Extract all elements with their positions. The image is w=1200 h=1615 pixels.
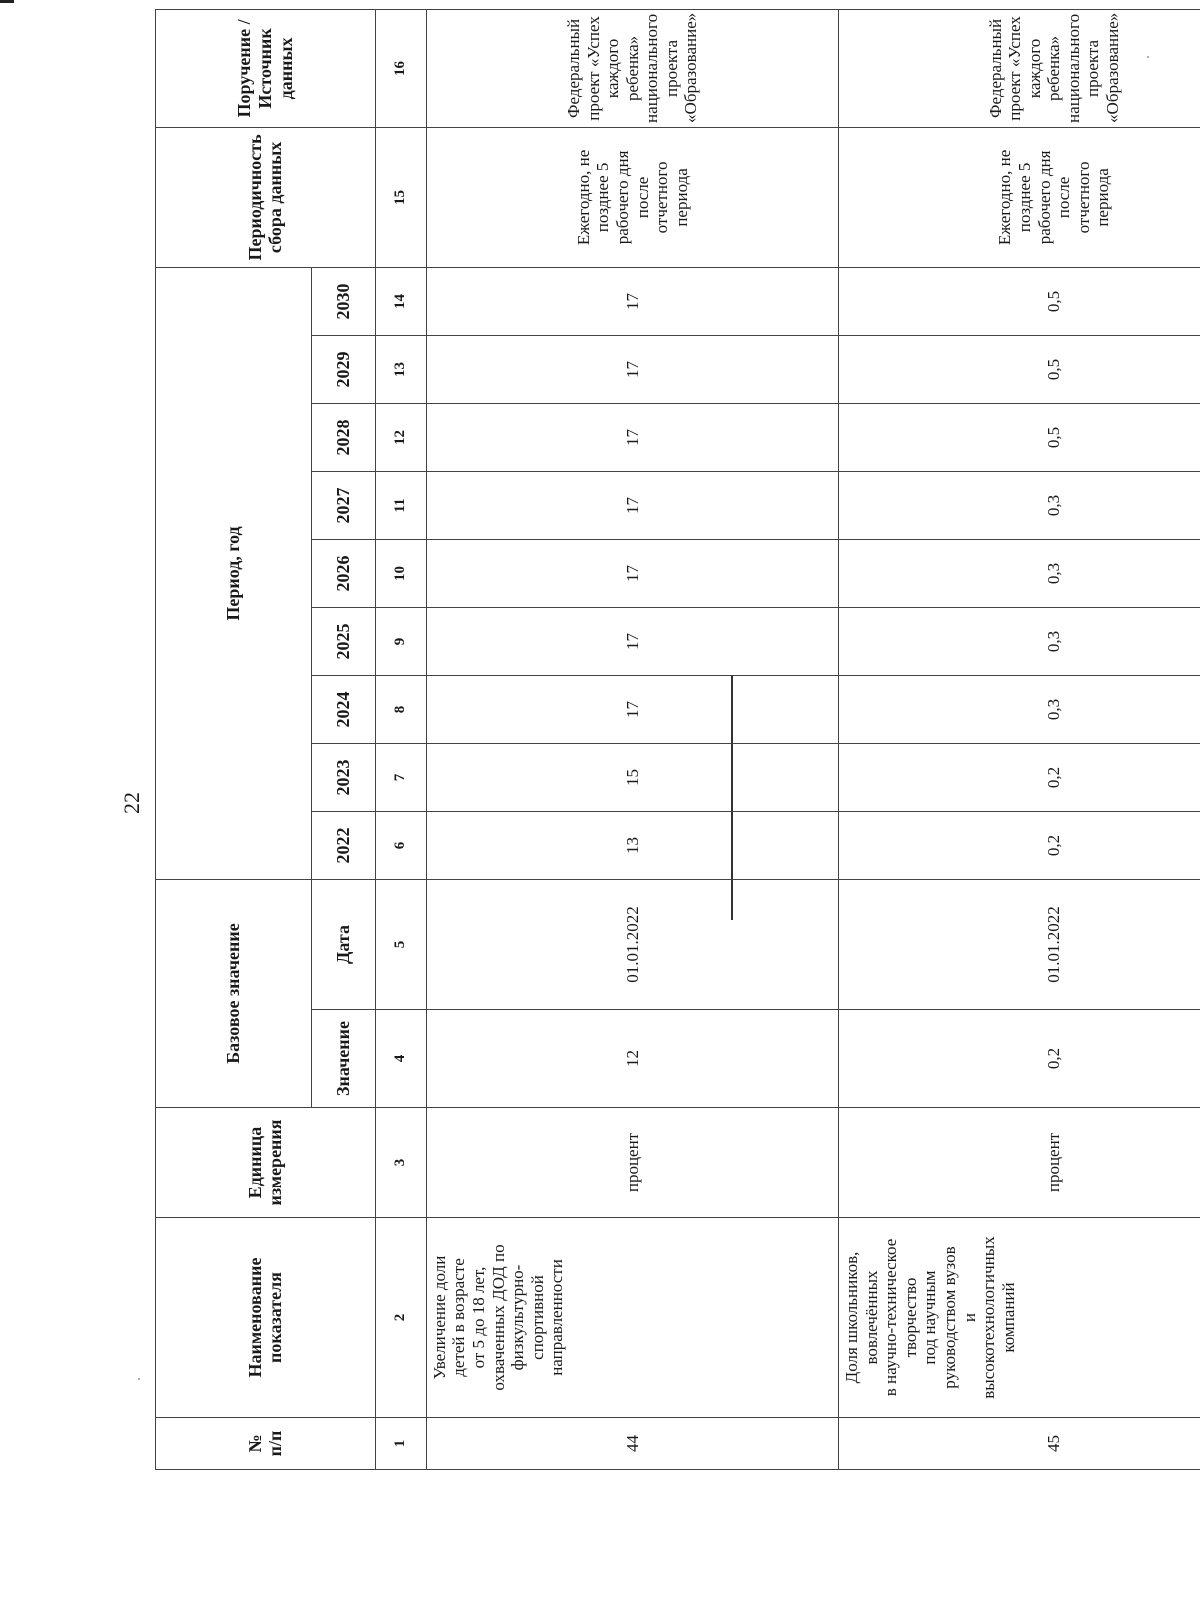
year-value-cell: 0,2 <box>839 812 1200 880</box>
header-year: 2024 <box>311 676 375 744</box>
source-cell: Федеральный проект «Успех каждого ребенка» национального проекта «Образование» <box>839 9 1200 127</box>
indicator-name: Увеличение доли детей в возрасте от 5 до 18 лет, охваченных ДОД по физкультурно- спортивной направленности <box>426 1218 838 1418</box>
column-number: 4 <box>375 1010 426 1108</box>
base-date-cell: 01.01.2022 <box>426 880 838 1010</box>
year-value-cell: 17 <box>426 540 838 608</box>
scan-speck <box>138 1378 140 1380</box>
year-value-cell: 17 <box>426 336 838 404</box>
year-value-cell: 0,3 <box>839 608 1200 676</box>
year-value-cell: 17 <box>426 676 838 744</box>
column-number: 6 <box>375 812 426 880</box>
column-number: 8 <box>375 676 426 744</box>
column-number: 14 <box>375 267 426 335</box>
year-value-cell: 13 <box>426 812 838 880</box>
column-number: 10 <box>375 540 426 608</box>
header-year: 2022 <box>311 812 375 880</box>
header-year: 2027 <box>311 472 375 540</box>
indicator-table-wrapper <box>155 12 1200 1470</box>
year-value-cell: 17 <box>426 608 838 676</box>
column-number: 5 <box>375 880 426 1010</box>
column-number: 2 <box>375 1218 426 1418</box>
column-number: 16 <box>375 9 426 127</box>
column-number: 7 <box>375 744 426 812</box>
year-value-cell: 0,2 <box>839 744 1200 812</box>
column-number: 1 <box>375 1418 426 1470</box>
column-number: 12 <box>375 404 426 472</box>
page-number: 22 <box>119 792 144 814</box>
header-no: № п/п <box>156 1418 376 1470</box>
header-unit: Единица измерения <box>156 1108 376 1218</box>
table-row <box>839 9 1200 1469</box>
year-value-cell: 17 <box>426 404 838 472</box>
corner-mark <box>0 0 14 3</box>
base-date-cell: 01.01.2022 <box>839 880 1200 1010</box>
column-number: 13 <box>375 336 426 404</box>
unit-cell: процент <box>839 1108 1200 1218</box>
base-value-cell: 0,2 <box>839 1010 1200 1108</box>
column-number: 3 <box>375 1108 426 1218</box>
column-number: 9 <box>375 608 426 676</box>
header-name: Наименование показателя <box>156 1218 376 1418</box>
header-base-date: Дата <box>311 880 375 1010</box>
year-value-cell: 17 <box>426 472 838 540</box>
header-year: 2028 <box>311 404 375 472</box>
header-base-value: Значение <box>311 1010 375 1108</box>
header-year: 2029 <box>311 336 375 404</box>
header-row-1 <box>156 9 312 1469</box>
column-number: 15 <box>375 127 426 267</box>
year-value-cell: 0,3 <box>839 676 1200 744</box>
year-value-cell: 0,5 <box>839 404 1200 472</box>
header-year: 2025 <box>311 608 375 676</box>
year-value-cell: 0,5 <box>839 336 1200 404</box>
header-period: Период, год <box>156 267 312 879</box>
column-number: 11 <box>375 472 426 540</box>
periodicity-cell: Ежегодно, не позднее 5 рабочего дня после отчетного периода <box>426 127 838 267</box>
year-value-cell: 0,3 <box>839 472 1200 540</box>
source-cell: Федеральный проект «Успех каждого ребенка» национального проекта «Образование» <box>426 9 838 127</box>
indicator-table <box>155 9 1200 1470</box>
table-row <box>426 9 838 1469</box>
base-value-cell: 12 <box>426 1010 838 1108</box>
year-value-cell: 0,5 <box>839 267 1200 335</box>
row-number: 45 <box>839 1418 1200 1470</box>
header-base: Базовое значение <box>156 880 312 1108</box>
indicator-name: Доля школьников, вовлечённых в научно-техническое творчество под научным руководством вузов и высокотехнологичных компаний <box>839 1218 1200 1418</box>
header-periodicity: Периодичность сбора данных <box>156 127 376 267</box>
year-value-cell: 15 <box>426 744 838 812</box>
header-year: 2030 <box>311 267 375 335</box>
periodicity-cell: Ежегодно, не позднее 5 рабочего дня после отчетного периода <box>839 127 1200 267</box>
year-value-cell: 0,3 <box>839 540 1200 608</box>
year-value-cell: 17 <box>426 267 838 335</box>
header-year: 2023 <box>311 744 375 812</box>
unit-cell: процент <box>426 1108 838 1218</box>
column-number-row <box>375 9 426 1469</box>
header-source: Поручение / Источник данных <box>156 9 376 127</box>
row-number: 44 <box>426 1418 838 1470</box>
header-year: 2026 <box>311 540 375 608</box>
